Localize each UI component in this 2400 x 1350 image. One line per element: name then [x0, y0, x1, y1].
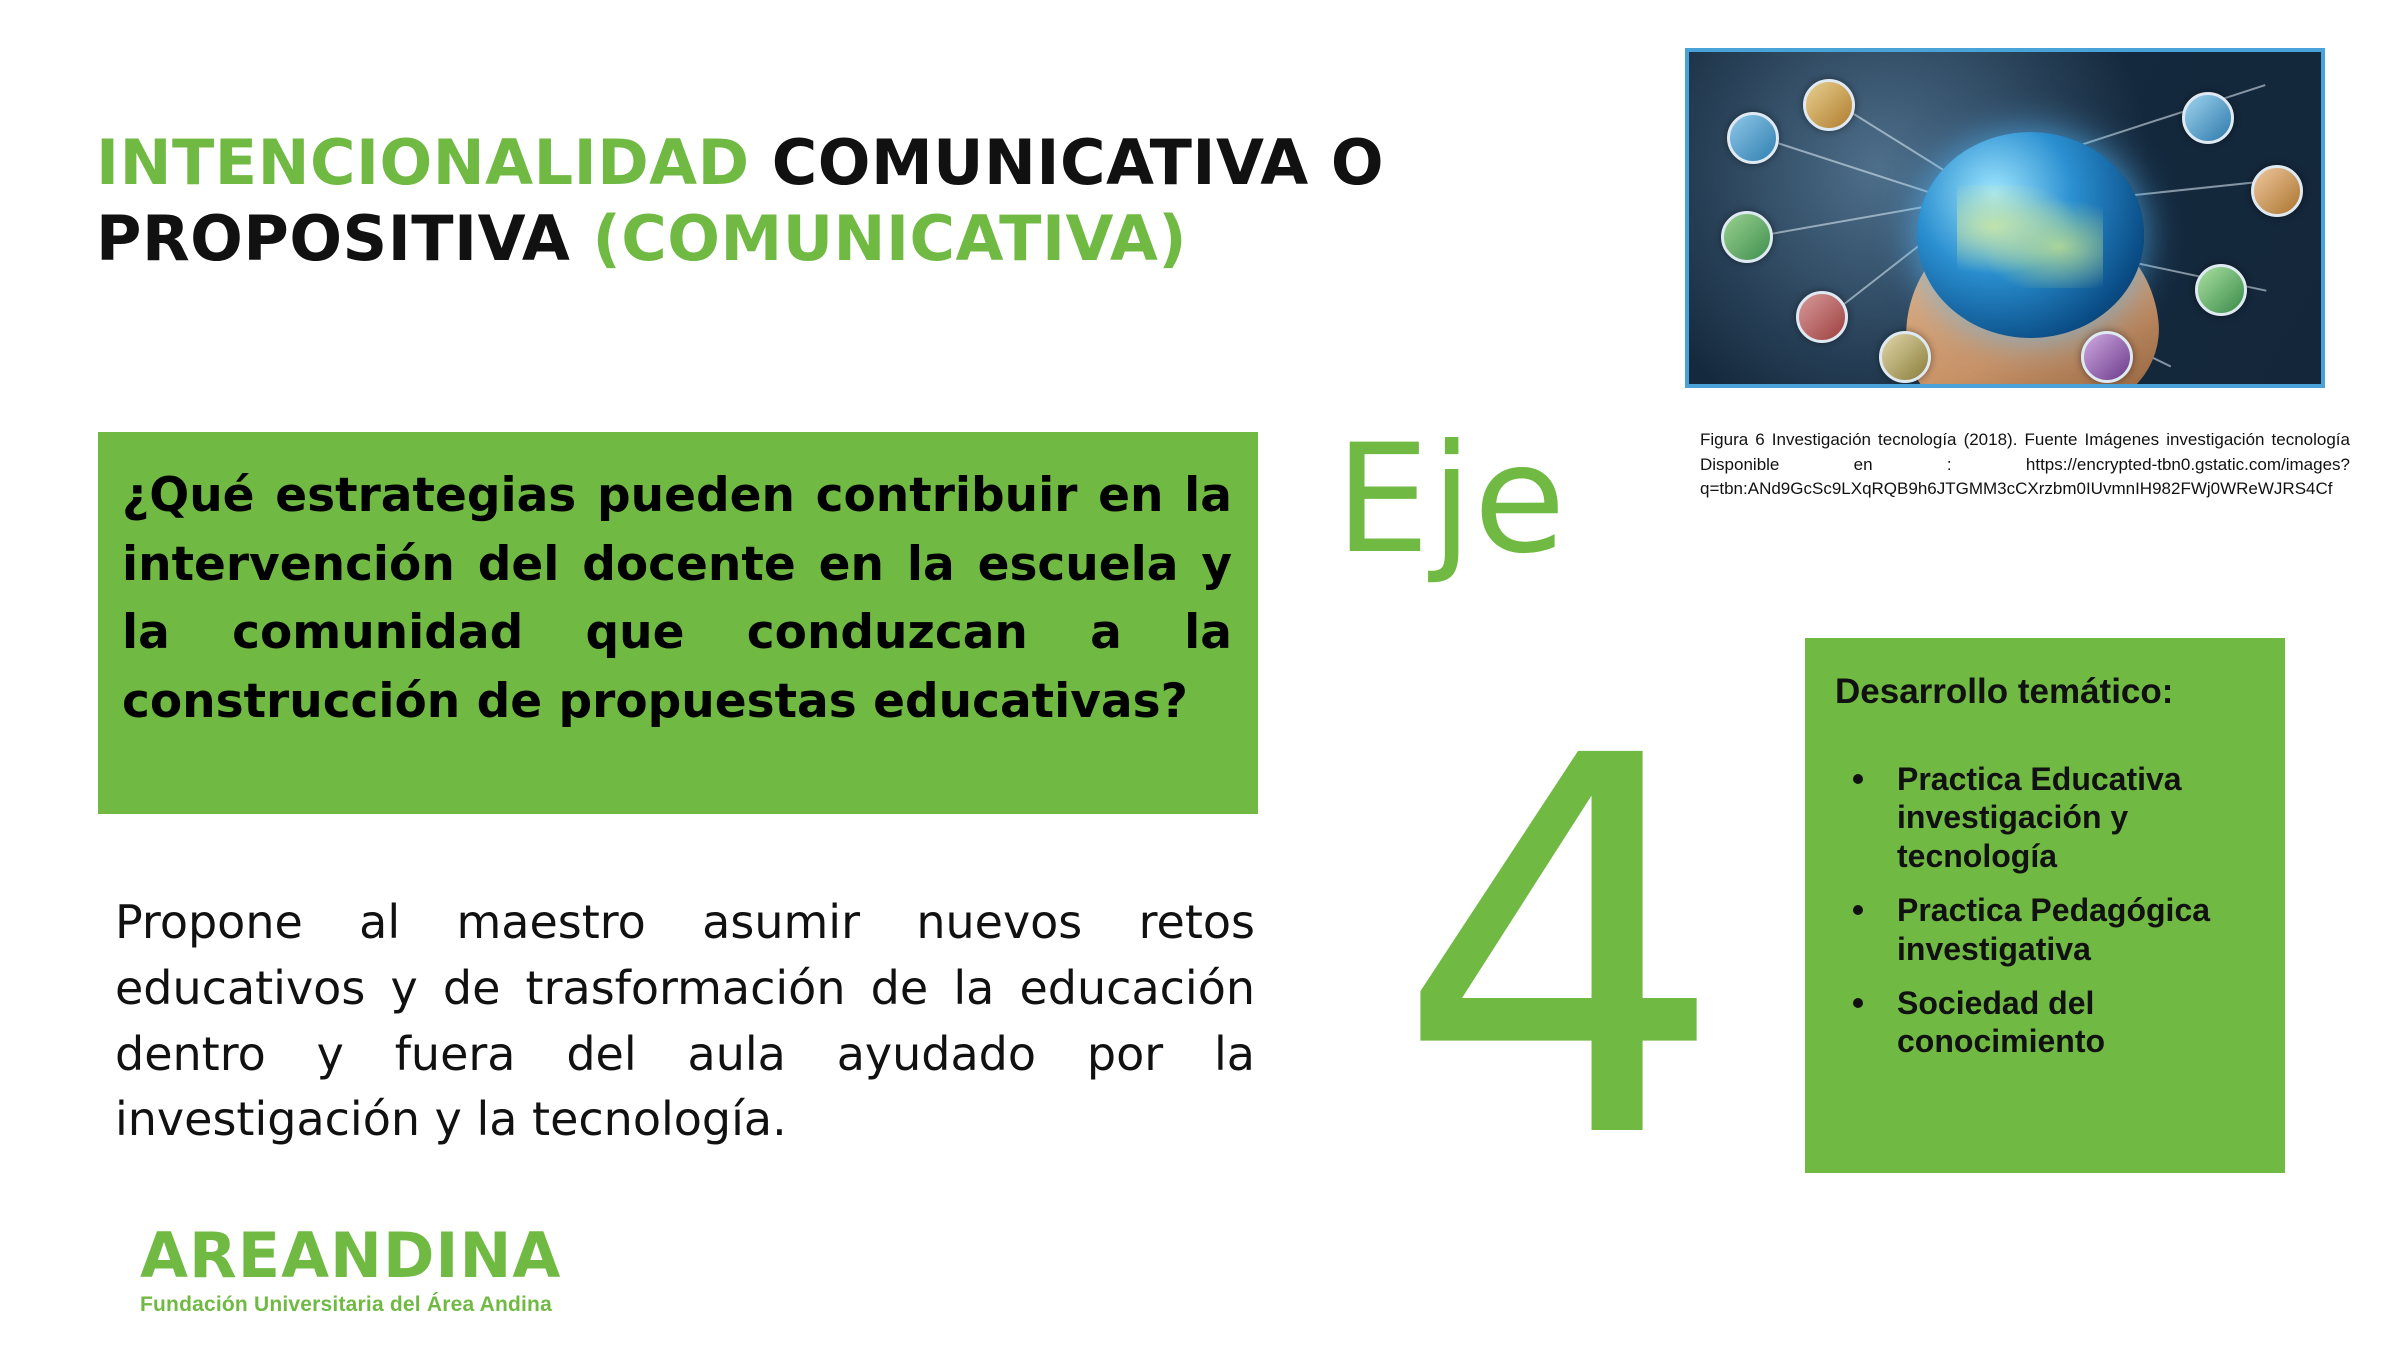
network-node-icon — [2182, 92, 2234, 144]
logo-tagline: Fundación Universitaria del Área Andina — [140, 1293, 552, 1316]
figure-image — [1685, 48, 2325, 388]
list-item — [1835, 891, 2257, 968]
page-title — [96, 125, 1516, 276]
list-item-label: Sociedad del conocimiento — [1897, 984, 2106, 1060]
axis-label: Eje — [1335, 413, 1567, 587]
title-word-intencionalidad: INTENCIONALIDAD — [96, 126, 750, 199]
title-word-propositiva: PROPOSITIVA — [96, 201, 571, 275]
network-node-icon — [1803, 79, 1855, 131]
figure-caption: Figura 6 Investigación tecnología (2018). Fuente Imágenes investigación tecnología Disponible en : https://encrypted-tbn0.gstatic.com/images?q=tbn:ANd9GcSc9LXqRQB9h6JTGMM3cCXrzbm0IUvmnIH982FWj0WReWJRS4Cf — [1700, 430, 2350, 499]
areandina-logo — [140, 1219, 640, 1317]
question-callout-box — [98, 432, 1258, 814]
title-line-2 — [96, 201, 1516, 277]
globe-icon — [1917, 132, 2145, 338]
network-node-icon — [1879, 331, 1931, 383]
bullet-icon — [1853, 774, 1863, 784]
title-word-comunicativa-paren: (COMUNICATIVA) — [592, 201, 1188, 275]
network-node-icon — [1721, 211, 1773, 263]
logo-wordmark: AREANDINA — [140, 1219, 562, 1292]
title-line-1 — [96, 125, 1516, 201]
list-item-label: Practica Educativa investigación y tecnología — [1897, 761, 2182, 874]
topics-list — [1835, 760, 2257, 1061]
body-paragraph: Propone al maestro asumir nuevos retos educativos y de trasformación de la educación dentro y fuera del aula ayudado por la investigación y la tecnología. — [115, 895, 1255, 1147]
list-item-label: Practica Pedagógica investigativa — [1897, 892, 2211, 967]
topics-title: Desarrollo temático: — [1835, 672, 2174, 711]
network-node-icon — [2251, 165, 2303, 217]
topics-box — [1805, 638, 2285, 1173]
list-item — [1835, 760, 2257, 875]
network-node-icon — [1727, 112, 1779, 164]
axis-number: 4 — [1395, 647, 1726, 1253]
bullet-icon — [1853, 905, 1863, 915]
title-word-comunicativa-o: COMUNICATIVA O — [771, 126, 1385, 199]
bullet-icon — [1853, 998, 1863, 1008]
network-node-icon — [2195, 264, 2247, 316]
network-node-icon — [2081, 331, 2133, 383]
question-text: ¿Qué estrategias pueden contribuir en la intervención del docente en la escuela y la comunidad que conduzcan a la construcción de propuestas educativas? — [122, 468, 1232, 729]
list-item — [1835, 984, 2257, 1061]
figure-illustration — [1689, 52, 2321, 384]
